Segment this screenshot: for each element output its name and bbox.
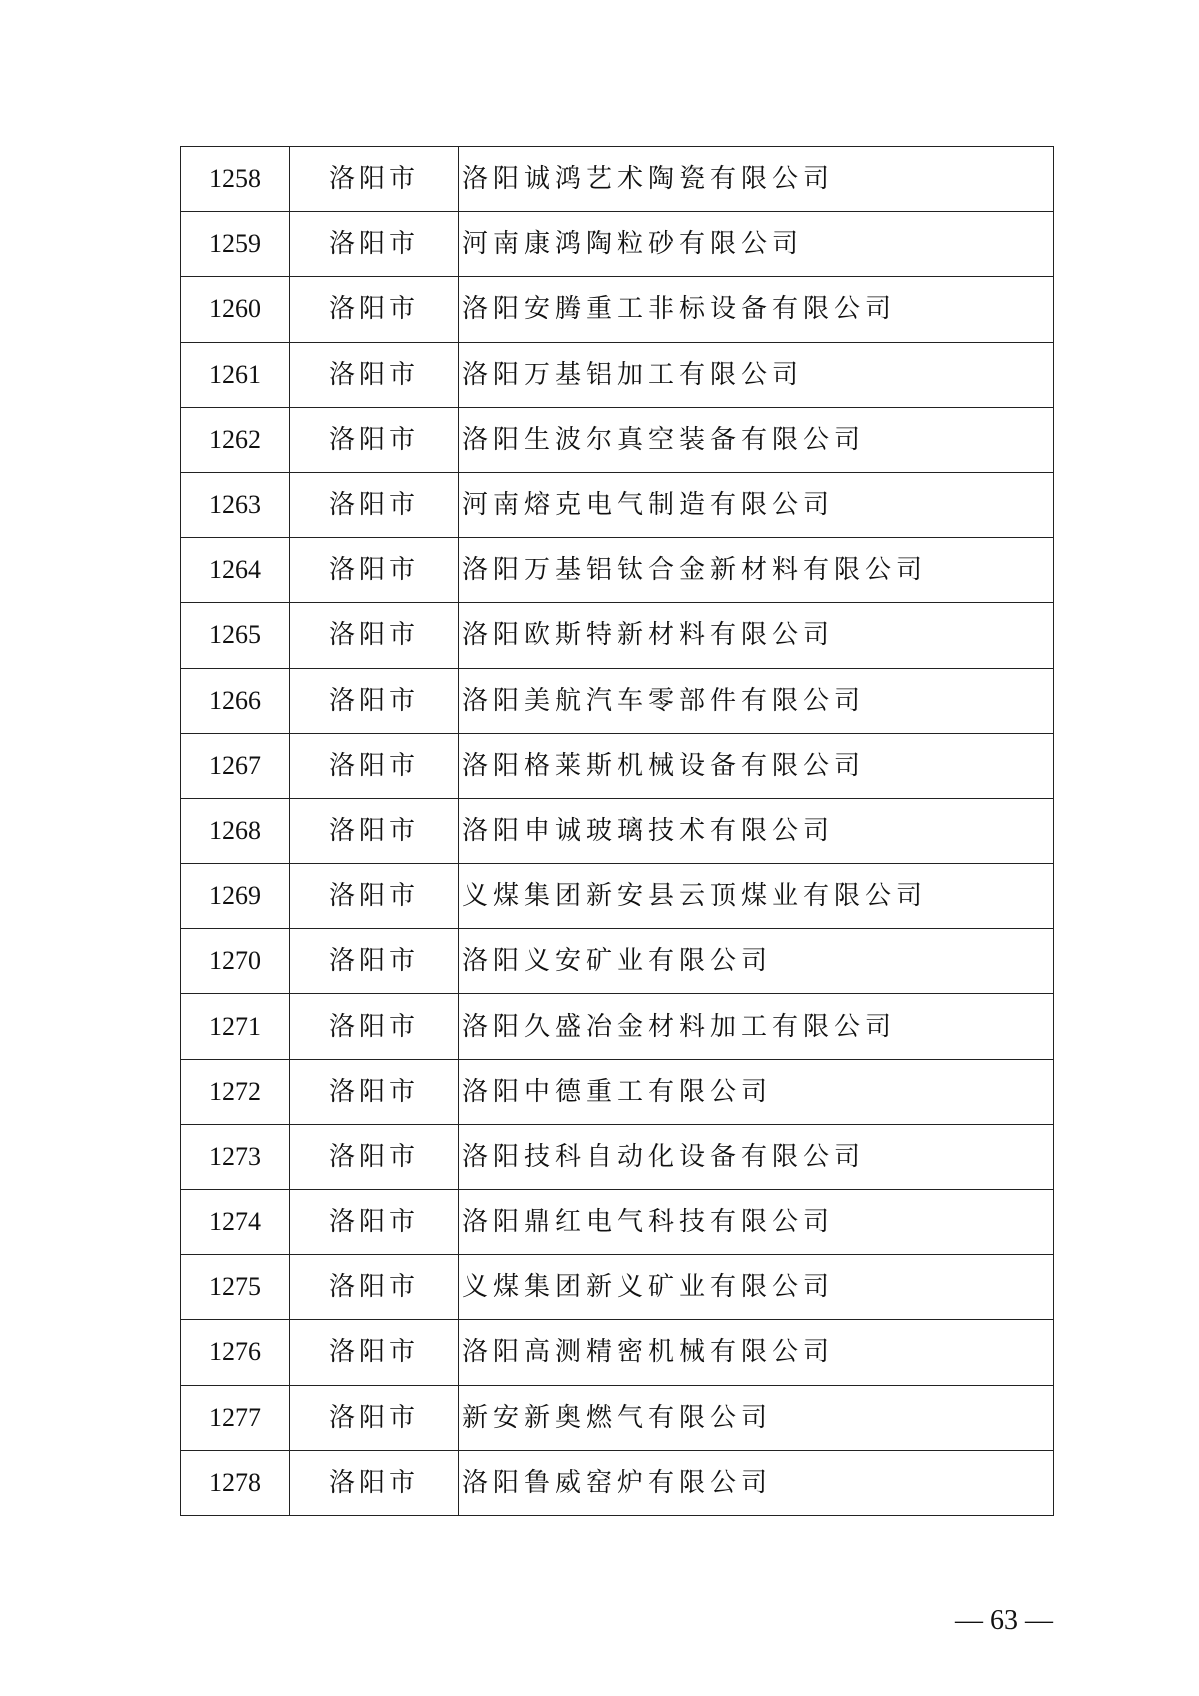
- city-cell: 洛阳市: [290, 1320, 459, 1385]
- row-number-cell: 1269: [181, 864, 290, 929]
- table-row: [181, 668, 1054, 733]
- company-name-cell: 洛阳申诚玻璃技术有限公司: [459, 798, 1054, 863]
- city-cell: 洛阳市: [290, 1059, 459, 1124]
- city-cell: 洛阳市: [290, 407, 459, 472]
- row-number-cell: 1270: [181, 929, 290, 994]
- company-name-cell: 洛阳万基铝钛合金新材料有限公司: [459, 538, 1054, 603]
- row-number-cell: 1259: [181, 212, 290, 277]
- company-name-cell: 洛阳生波尔真空装备有限公司: [459, 407, 1054, 472]
- row-number-cell: 1273: [181, 1124, 290, 1189]
- company-name-cell: 洛阳高测精密机械有限公司: [459, 1320, 1054, 1385]
- company-name-cell: 河南康鸿陶粒砂有限公司: [459, 212, 1054, 277]
- company-name-cell: 洛阳万基铝加工有限公司: [459, 342, 1054, 407]
- row-number-cell: 1261: [181, 342, 290, 407]
- table-row: [181, 733, 1054, 798]
- company-name-cell: 新安新奥燃气有限公司: [459, 1385, 1054, 1450]
- company-name-cell: 义煤集团新义矿业有限公司: [459, 1255, 1054, 1320]
- city-cell: 洛阳市: [290, 1255, 459, 1320]
- row-number-cell: 1272: [181, 1059, 290, 1124]
- row-number-cell: 1267: [181, 733, 290, 798]
- table-row: [181, 1320, 1054, 1385]
- company-name-cell: 洛阳技科自动化设备有限公司: [459, 1124, 1054, 1189]
- row-number-cell: 1258: [181, 147, 290, 212]
- company-name-cell: 洛阳鲁威窑炉有限公司: [459, 1450, 1054, 1515]
- company-name-cell: 义煤集团新安县云顶煤业有限公司: [459, 864, 1054, 929]
- city-cell: 洛阳市: [290, 603, 459, 668]
- table-row: [181, 277, 1054, 342]
- city-cell: 洛阳市: [290, 212, 459, 277]
- city-cell: 洛阳市: [290, 864, 459, 929]
- row-number-cell: 1271: [181, 994, 290, 1059]
- table-row: [181, 1124, 1054, 1189]
- company-name-cell: 洛阳诚鸿艺术陶瓷有限公司: [459, 147, 1054, 212]
- company-name-cell: 洛阳欧斯特新材料有限公司: [459, 603, 1054, 668]
- city-cell: 洛阳市: [290, 472, 459, 537]
- row-number-cell: 1274: [181, 1190, 290, 1255]
- table-row: [181, 1255, 1054, 1320]
- table-row: [181, 929, 1054, 994]
- city-cell: 洛阳市: [290, 668, 459, 733]
- table-row: [181, 994, 1054, 1059]
- row-number-cell: 1262: [181, 407, 290, 472]
- company-name-cell: 洛阳久盛冶金材料加工有限公司: [459, 994, 1054, 1059]
- table-row: [181, 342, 1054, 407]
- table-body: [181, 147, 1054, 1516]
- city-cell: 洛阳市: [290, 1124, 459, 1189]
- row-number-cell: 1264: [181, 538, 290, 603]
- row-number-cell: 1260: [181, 277, 290, 342]
- row-number-cell: 1278: [181, 1450, 290, 1515]
- city-cell: 洛阳市: [290, 1450, 459, 1515]
- city-cell: 洛阳市: [290, 798, 459, 863]
- company-list-table: [180, 146, 1054, 1516]
- company-name-cell: 洛阳安腾重工非标设备有限公司: [459, 277, 1054, 342]
- row-number-cell: 1263: [181, 472, 290, 537]
- row-number-cell: 1277: [181, 1385, 290, 1450]
- company-name-cell: 洛阳鼎红电气科技有限公司: [459, 1190, 1054, 1255]
- city-cell: 洛阳市: [290, 277, 459, 342]
- row-number-cell: 1268: [181, 798, 290, 863]
- table-row: [181, 147, 1054, 212]
- company-name-cell: 洛阳美航汽车零部件有限公司: [459, 668, 1054, 733]
- company-name-cell: 洛阳格莱斯机械设备有限公司: [459, 733, 1054, 798]
- row-number-cell: 1276: [181, 1320, 290, 1385]
- table-row: [181, 407, 1054, 472]
- city-cell: 洛阳市: [290, 1190, 459, 1255]
- city-cell: 洛阳市: [290, 929, 459, 994]
- city-cell: 洛阳市: [290, 342, 459, 407]
- company-name-cell: 洛阳中德重工有限公司: [459, 1059, 1054, 1124]
- table-row: [181, 212, 1054, 277]
- table-row: [181, 1450, 1054, 1515]
- row-number-cell: 1266: [181, 668, 290, 733]
- city-cell: 洛阳市: [290, 733, 459, 798]
- table-row: [181, 1059, 1054, 1124]
- city-cell: 洛阳市: [290, 147, 459, 212]
- company-name-cell: 洛阳义安矿业有限公司: [459, 929, 1054, 994]
- table-row: [181, 538, 1054, 603]
- page-number: — 63 —: [955, 1605, 1053, 1636]
- company-name-cell: 河南熔克电气制造有限公司: [459, 472, 1054, 537]
- table-row: [181, 798, 1054, 863]
- city-cell: 洛阳市: [290, 538, 459, 603]
- table-row: [181, 472, 1054, 537]
- city-cell: 洛阳市: [290, 994, 459, 1059]
- table-row: [181, 864, 1054, 929]
- table-row: [181, 1190, 1054, 1255]
- table-row: [181, 1385, 1054, 1450]
- row-number-cell: 1265: [181, 603, 290, 668]
- city-cell: 洛阳市: [290, 1385, 459, 1450]
- table-row: [181, 603, 1054, 668]
- row-number-cell: 1275: [181, 1255, 290, 1320]
